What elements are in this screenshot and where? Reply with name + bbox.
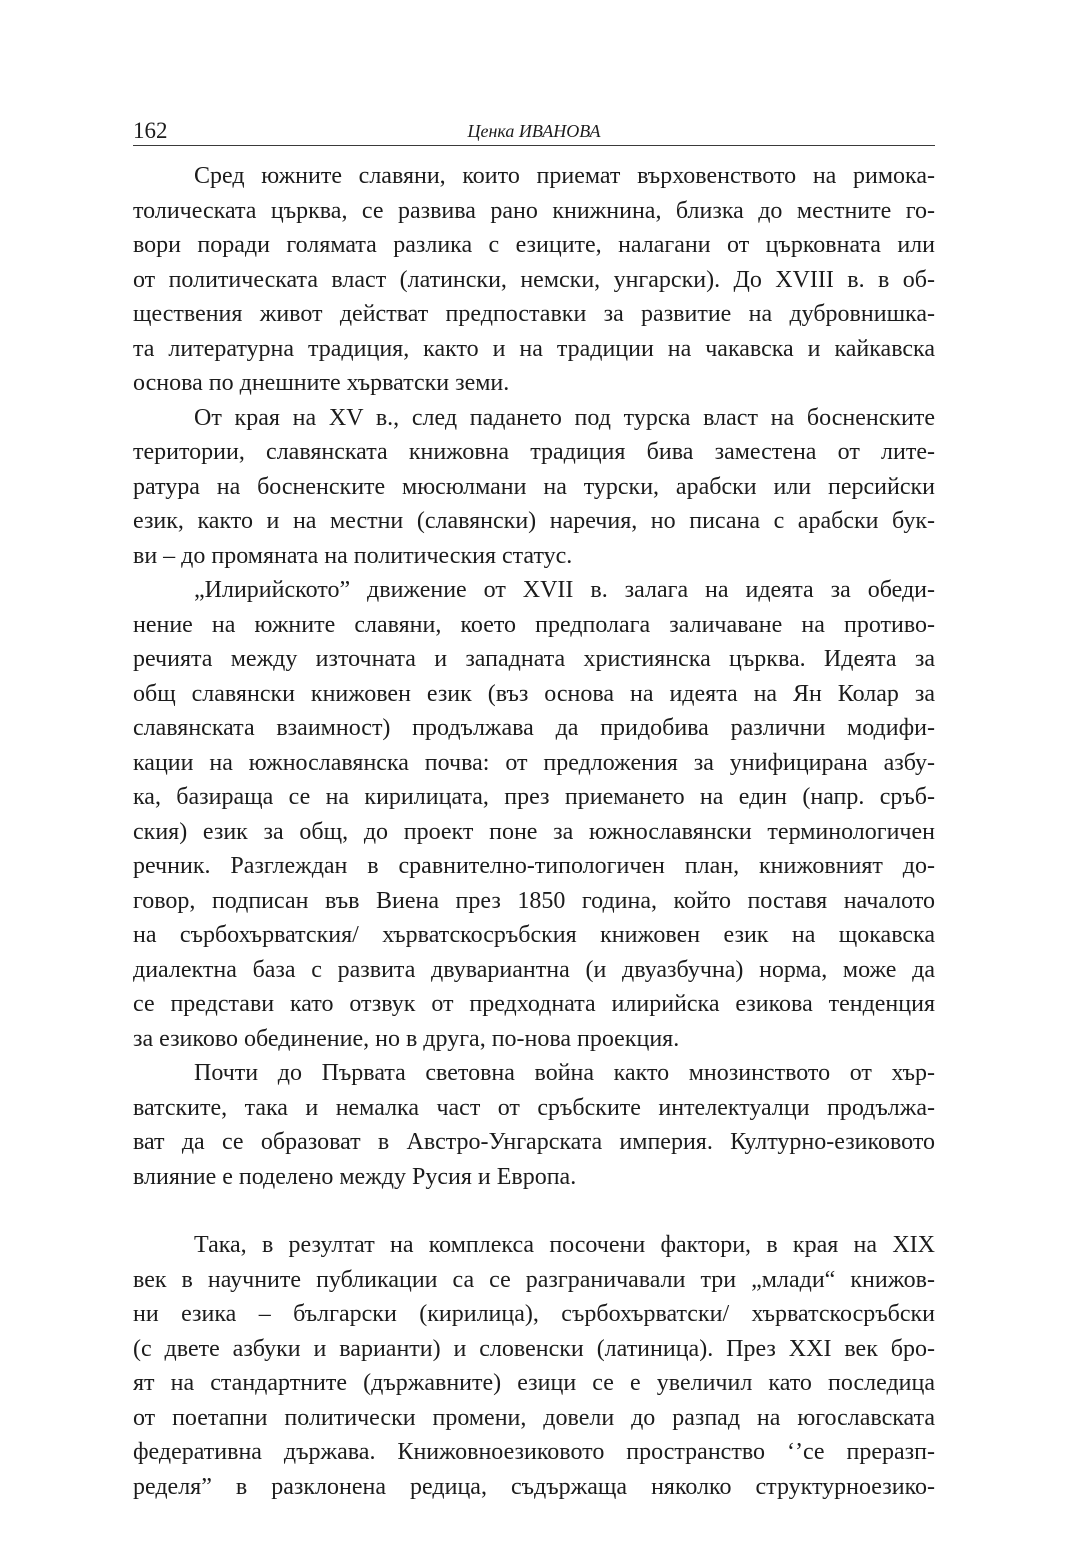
text-line: ратура на босненските мюсюлмани на турски, арабски или персийски [133,473,935,500]
text-line: влияние е поделено между Русия и Европа. [133,1163,577,1190]
text-line: ка, базираща се на кирилицата, през приемането на един (напр. сръб- [133,784,935,810]
text-line: език, както и на местни (славянски) наречия, но писана с арабски бук- [133,508,935,534]
paragraph [133,401,935,574]
text-line: за езиково обединение, но в друга, по-нова проекция. [133,1025,680,1052]
text-line: ския) език за общ, до проект поне за южнославянски терминологичен [133,818,935,845]
text-line: говор, подписан във Виена през 1850 година, който поставя началото [133,887,935,914]
text-line: толическата църква, се развива рано книжнина, близка до местните го- [133,197,935,224]
text-line: Сред южните славяни, които приемат върховенството на римока- [194,163,935,189]
text-line: ват да се образоват в Австро-Унгарската империя. Културно-езиковото [133,1129,935,1155]
body-text [133,159,935,1504]
text-line: основа по днешните хърватски земи. [133,370,510,396]
text-line: Почти до Първата световна война както мнозинството от хър- [194,1060,935,1086]
text-line: ределя” в разклонена редица, съдържаща няколко структурноезико- [133,1473,935,1500]
text-line: та литературна традиция, както и на традиции на чакавска и кайкавска [133,335,935,362]
text-line: диалектна база с развита двувариантна (и двуазбучна) норма, може да [133,956,935,983]
text-line: ни езика – български (кирилица), сърбохърватски/ хърватскосръбски [133,1301,935,1327]
text-line: вори поради голямата разлика с езиците, налагани от църковната или [133,232,935,258]
text-line: се представи като отзвук от предходната илирийска езикова тенденция [133,991,935,1017]
paragraph [133,1056,935,1194]
text-line: територии, славянската книжовна традиция бива заместена от лите- [133,439,935,465]
text-line: от поетапни политически промени, довели до разпад на югославската [133,1404,935,1431]
text-line: ят на стандартните (държавните) езици се е увеличил като последица [133,1370,935,1396]
text-line: „Илирийското” движение от XVII в. залага на идеята за обеди- [194,577,935,603]
text-line: ватските, така и немалка част от сръбските интелектуалци продължа- [133,1094,935,1121]
text-line: от политическата власт (латински, немски, унгарски). До XVIII в. в об- [133,266,935,293]
text-line: (с двете азбуки и варианти) и словенски (латиница). През XXI век бро- [133,1335,935,1362]
paragraph [133,159,935,401]
text-line: ществения живот действат предпоставки за развитие на дубровнишка- [133,301,935,327]
page-number: 162 [133,118,168,143]
text-line: нение на южните славяни, което предполага заличаване на противо- [133,611,935,638]
text-line: кации на южнославянска почва: от предложения за унифицирана азбу- [133,749,935,776]
running-header [133,117,935,146]
paragraph [133,573,935,1056]
text-line: век в научните публикации са се разграничавали три „млади“ книжов- [133,1266,935,1293]
text-line: общ славянски книжовен език (въз основа на идеята на Ян Колар за [133,680,935,707]
paragraph [133,1228,935,1504]
text-line: славянската взаимност) продължава да придобива различни модифи- [133,715,935,741]
text-line: на сърбохърватския/ хърватскосръбския книжовен език на щокавска [133,922,935,948]
text-line: Така, в резултат на комплекса посочени фактори, в края на XIX [194,1232,935,1258]
running-head-author: Ценка ИВАНОВА [467,121,601,141]
text-line: федеративна държава. Книжовноезиковото пространство ‘’се преразп- [133,1439,935,1465]
text-line: От края на XV в., след падането под турска власт на босненските [194,404,935,431]
text-line: ви – до промяната на политическия статус. [133,542,573,569]
text-line: речник. Разглеждан в сравнително-типологичен план, книжовният до- [133,853,935,879]
text-line: речията между източната и западната християнска църква. Идеята за [133,646,935,672]
